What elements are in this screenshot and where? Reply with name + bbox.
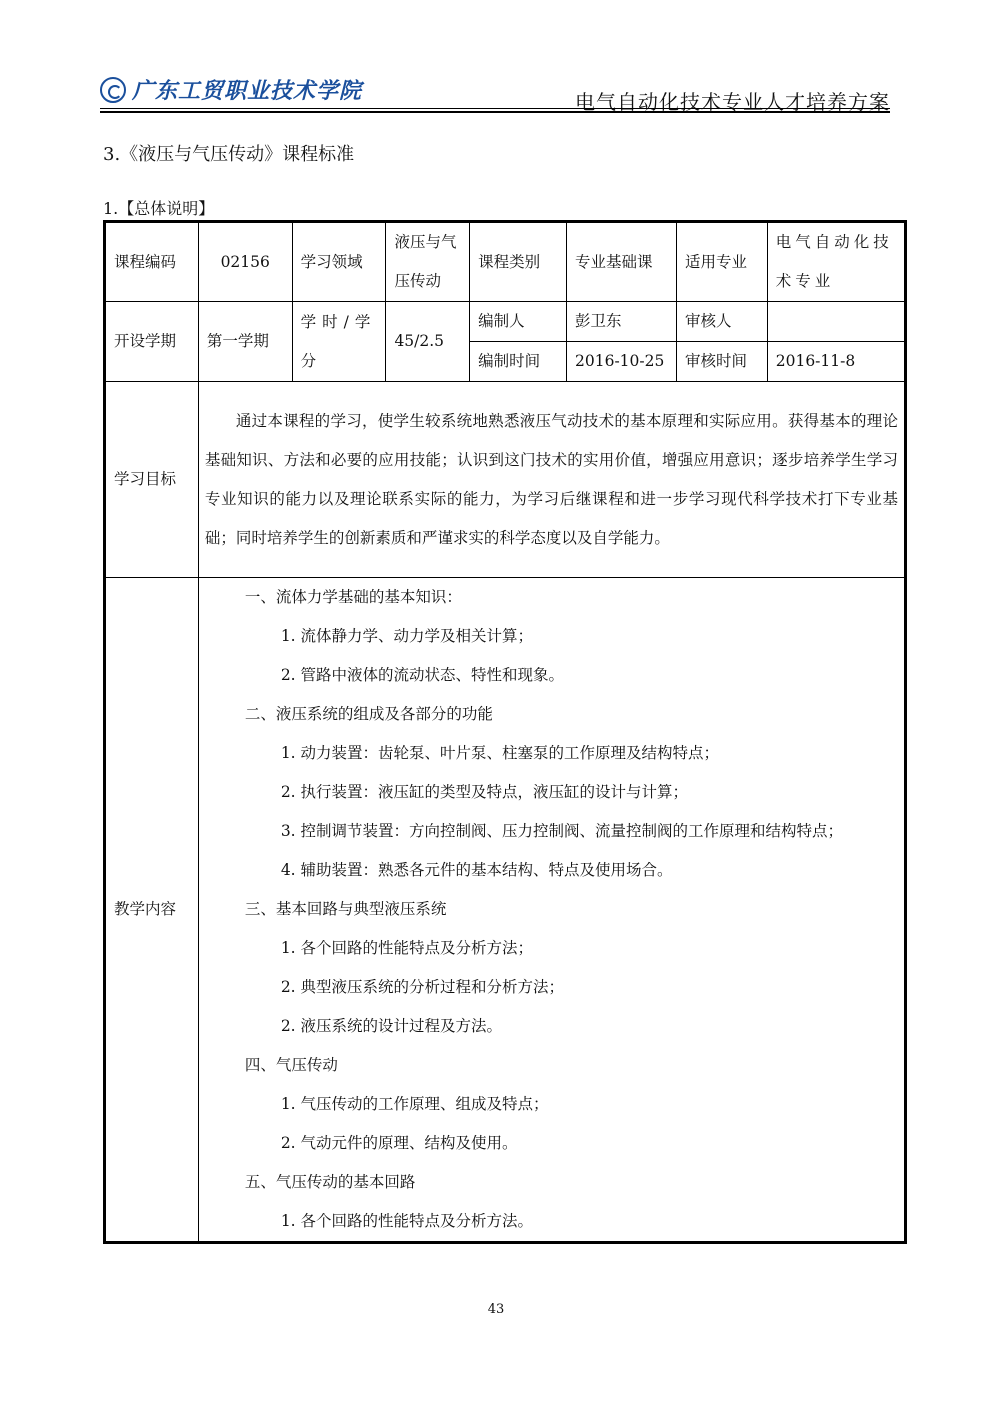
content-item: 2. 管路中液体的流动状态、特性和现象。 <box>280 666 565 684</box>
content-item: 1. 流体静力学、动力学及相关计算； <box>280 627 534 645</box>
cell-value: 45/2.5 <box>386 302 470 382</box>
cell-label: 学时/学分 <box>292 302 386 382</box>
table-row <box>105 302 906 342</box>
college-emblem-icon <box>100 77 126 103</box>
content-item: 1. 各个回路的性能特点及分析方法； <box>280 939 534 957</box>
course-spec-table <box>103 220 907 1244</box>
content-heading: 五、气压传动的基本回路 <box>244 1173 416 1191</box>
teaching-content <box>198 578 905 1243</box>
content-item: 2. 液压系统的设计过程及方法。 <box>280 1017 503 1035</box>
cell-value: 电气自动化技术专业 <box>767 222 905 302</box>
document-title: 电气自动化技术专业人才培养方案 <box>575 90 890 114</box>
college-logo <box>100 74 362 105</box>
college-name: 广东工贸职业技术学院 <box>132 78 363 104</box>
cell-label: 课程类别 <box>470 222 567 302</box>
cell-value: 第一学期 <box>198 302 292 382</box>
content-item: 2. 执行装置：液压缸的类型及特点，液压缸的设计与计算； <box>280 783 689 801</box>
cell-value: 专业基础课 <box>567 222 677 302</box>
header-divider-thick <box>100 111 890 113</box>
content-item: 2. 气动元件的原理、结构及使用。 <box>280 1134 518 1152</box>
content-item: 2. 典型液压系统的分析过程和分析方法； <box>280 978 565 996</box>
cell-value: 2016-11-8 <box>767 342 905 382</box>
cell-label: 学习目标 <box>105 382 199 578</box>
cell-value: 02156 <box>198 222 292 302</box>
cell-label: 编制时间 <box>470 342 567 382</box>
cell-value <box>767 302 905 342</box>
content-item: 1. 各个回路的性能特点及分析方法。 <box>280 1212 534 1230</box>
header-divider <box>100 108 890 109</box>
content-heading: 四、气压传动 <box>244 1056 338 1074</box>
cell-label: 教学内容 <box>105 578 199 1243</box>
section-title: 3.《液压与气压传动》课程标准 <box>103 144 355 165</box>
table-row <box>105 382 906 578</box>
cell-label: 开设学期 <box>105 302 199 382</box>
cell-label: 编制人 <box>470 302 567 342</box>
cell-label: 适用专业 <box>676 222 767 302</box>
content-item: 1. 气压传动的工作原理、组成及特点； <box>280 1095 549 1113</box>
content-heading: 三、基本回路与典型液压系统 <box>244 900 447 918</box>
cell-label: 课程编码 <box>105 222 199 302</box>
subsection-title: 1.【总体说明】 <box>103 199 215 218</box>
learning-goal-text: 通过本课程的学习，使学生较系统地熟悉液压气动技术的基本原理和实际应用。获得基本的理论基础知识、方法和必要的应用技能；认识到这门技术的实用价值，增强应用意识；逐步培养学生学习专业知识的能力以及理论联系实际的能力，为学习后继课程和进一步学习现代科学技术打下专业基础；同时培养学生的创新素质和严谨求实的科学态度以及自学能力。 <box>198 382 905 578</box>
content-item: 3. 控制调节装置：方向控制阀、压力控制阀、流量控制阀的工作原理和结构特点； <box>280 822 844 840</box>
page-header <box>100 70 890 114</box>
cell-value: 液压与气压传动 <box>386 222 470 302</box>
content-item: 4. 辅助装置：熟悉各元件的基本结构、特点及使用场合。 <box>280 861 673 879</box>
cell-label: 学习领域 <box>292 222 386 302</box>
page-number: 43 <box>487 1302 505 1317</box>
table-row <box>105 578 906 1243</box>
cell-value: 2016-10-25 <box>567 342 677 382</box>
table-row <box>105 222 906 302</box>
content-item: 1. 动力装置：齿轮泵、叶片泵、柱塞泵的工作原理及结构特点； <box>280 744 720 762</box>
content-heading: 一、流体力学基础的基本知识： <box>244 588 462 606</box>
cell-value: 彭卫东 <box>567 302 677 342</box>
cell-label: 审核人 <box>676 302 767 342</box>
cell-label: 审核时间 <box>676 342 767 382</box>
content-heading: 二、液压系统的组成及各部分的功能 <box>244 705 493 723</box>
